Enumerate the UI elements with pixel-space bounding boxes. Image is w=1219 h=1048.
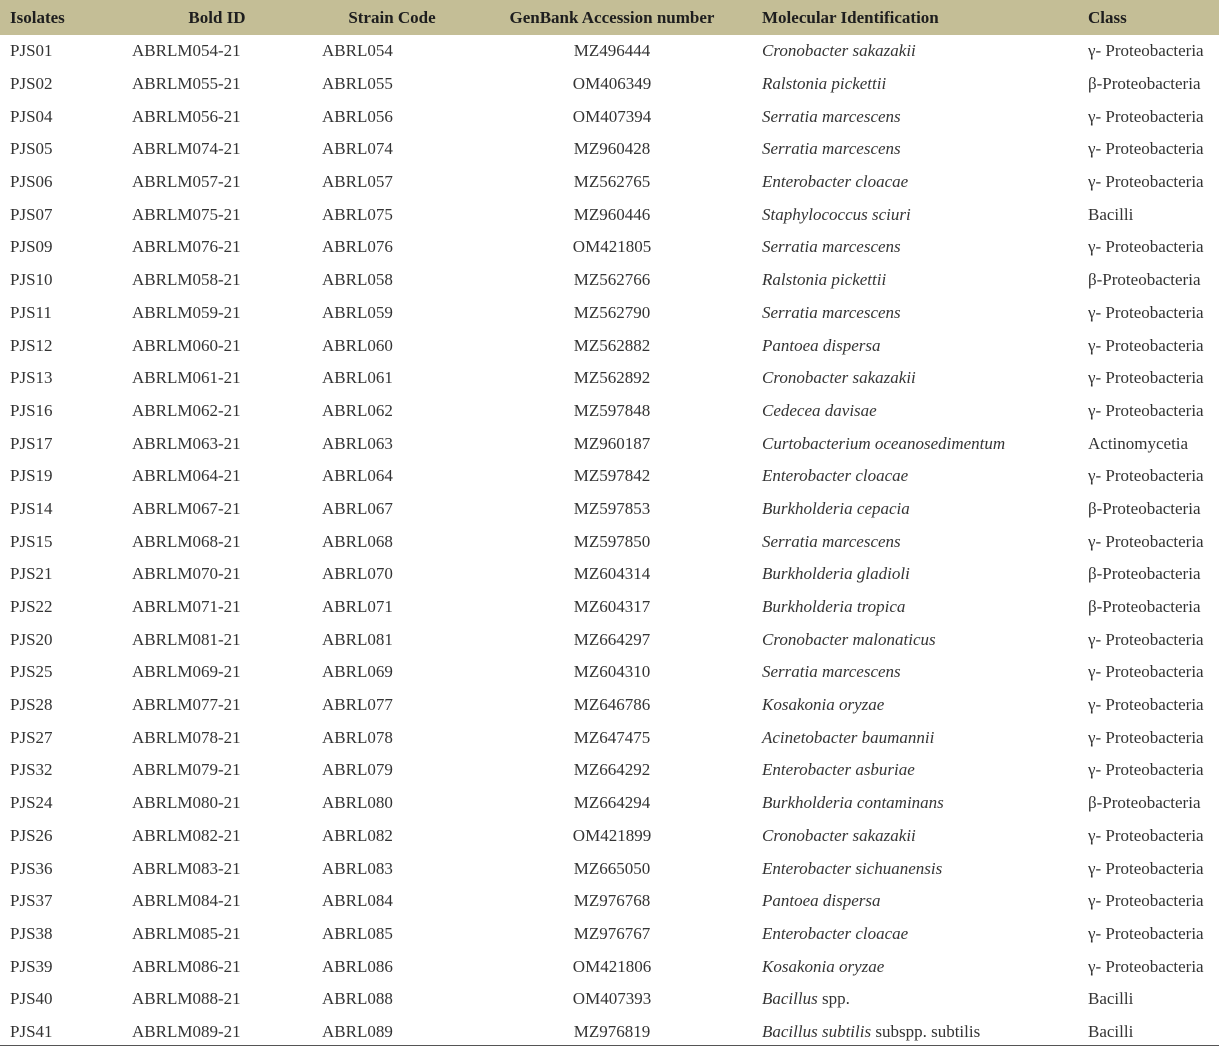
cell-bold-id: ABRLM056-21 (132, 106, 241, 126)
table-row (0, 950, 1219, 983)
cell-class: β-Proteobacteria (1088, 498, 1201, 518)
table-row (0, 133, 1219, 166)
cell-class: γ- Proteobacteria (1088, 629, 1204, 649)
table-row (0, 493, 1219, 526)
cell-bold-id: ABRLM080-21 (132, 793, 241, 813)
cell-molecular-identification (752, 787, 1078, 820)
cell-accession: MZ976819 (573, 1021, 651, 1041)
header-isolates: Isolates (10, 7, 65, 27)
table-row (0, 820, 1219, 853)
cell-class: γ- Proteobacteria (1088, 368, 1204, 388)
species-name: Curtobacterium oceanosedimentum (762, 433, 1006, 453)
cell-class: β-Proteobacteria (1088, 793, 1201, 813)
cell-class: Actinomycetia (1088, 433, 1189, 453)
species-name: Enterobacter sichuanensis (762, 858, 943, 878)
cell-strain-code: ABRL067 (322, 498, 393, 518)
species-name: Pantoea dispersa (762, 891, 881, 911)
cell-accession: OM421806 (572, 956, 652, 976)
species-name: Serratia marcescens (762, 106, 901, 126)
species-name: Enterobacter cloacae (762, 172, 909, 192)
table-row (0, 885, 1219, 918)
cell-isolate: PJS10 (10, 270, 53, 290)
cell-strain-code: ABRL083 (322, 858, 393, 878)
cell-class: γ- Proteobacteria (1088, 760, 1204, 780)
cell-class: γ- Proteobacteria (1088, 662, 1204, 682)
cell-molecular-identification (752, 100, 1078, 133)
cell-bold-id: ABRLM084-21 (132, 891, 241, 911)
cell-strain-code: ABRL056 (322, 106, 393, 126)
cell-strain-code: ABRL086 (322, 956, 393, 976)
cell-class: γ- Proteobacteria (1088, 956, 1204, 976)
cell-accession: MZ604317 (573, 597, 651, 617)
cell-isolate: PJS11 (10, 302, 52, 322)
table-row (0, 1016, 1219, 1048)
cell-strain-code: ABRL074 (322, 139, 393, 159)
species-name: Burkholderia cepacia (762, 498, 910, 518)
cell-molecular-identification (752, 558, 1078, 591)
cell-isolate: PJS04 (10, 106, 53, 126)
cell-isolate: PJS19 (10, 466, 53, 486)
header-bold-id: Bold ID (188, 7, 246, 27)
cell-class: β-Proteobacteria (1088, 597, 1201, 617)
cell-class: γ- Proteobacteria (1088, 891, 1204, 911)
cell-bold-id: ABRLM083-21 (132, 858, 241, 878)
cell-isolate: PJS27 (10, 727, 53, 747)
cell-isolate: PJS09 (10, 237, 53, 257)
cell-bold-id: ABRLM060-21 (132, 335, 241, 355)
cell-isolate: PJS13 (10, 368, 53, 388)
cell-molecular-identification (752, 918, 1078, 951)
cell-molecular-identification (752, 820, 1078, 853)
cell-accession: MZ562790 (573, 302, 651, 322)
cell-molecular-identification (752, 264, 1078, 297)
cell-bold-id: ABRLM062-21 (132, 400, 241, 420)
species-name: Burkholderia tropica (762, 597, 906, 617)
cell-class: γ- Proteobacteria (1088, 825, 1204, 845)
cell-isolate: PJS16 (10, 400, 53, 420)
cell-class: β-Proteobacteria (1088, 74, 1201, 94)
species-suffix: subspp. subtilis (871, 1021, 981, 1041)
cell-accession: MZ562765 (573, 172, 651, 192)
table-row (0, 231, 1219, 264)
table-row (0, 35, 1219, 68)
table-row (0, 395, 1219, 428)
species-name: Burkholderia gladioli (762, 564, 910, 584)
cell-accession: MZ664294 (573, 793, 651, 813)
species-name: Enterobacter cloacae (762, 466, 909, 486)
cell-isolate: PJS14 (10, 498, 53, 518)
cell-bold-id: ABRLM075-21 (132, 204, 241, 224)
cell-molecular-identification (752, 198, 1078, 231)
cell-bold-id: ABRLM088-21 (132, 989, 241, 1009)
cell-strain-code: ABRL082 (322, 825, 393, 845)
table-row (0, 689, 1219, 722)
cell-molecular-identification (752, 852, 1078, 885)
species-name: Burkholderia contaminans (762, 793, 944, 813)
table-row (0, 525, 1219, 558)
species-name: Cronobacter malonaticus (762, 629, 936, 649)
cell-strain-code: ABRL068 (322, 531, 393, 551)
cell-class: γ- Proteobacteria (1088, 302, 1204, 322)
cell-isolate: PJS40 (10, 989, 53, 1009)
cell-bold-id: ABRLM085-21 (132, 923, 241, 943)
species-name: Enterobacter asburiae (762, 760, 915, 780)
cell-molecular-identification (752, 721, 1078, 754)
table-row (0, 100, 1219, 133)
cell-class: γ- Proteobacteria (1088, 531, 1204, 551)
cell-isolate: PJS02 (10, 74, 53, 94)
cell-class: β-Proteobacteria (1088, 564, 1201, 584)
species-name: Kosakonia oryzae (762, 956, 885, 976)
cell-isolate: PJS39 (10, 956, 53, 976)
cell-bold-id: ABRLM057-21 (132, 172, 241, 192)
cell-strain-code: ABRL058 (322, 270, 393, 290)
cell-bold-id: ABRLM070-21 (132, 564, 241, 584)
cell-accession: MZ647475 (573, 727, 651, 747)
cell-bold-id: ABRLM055-21 (132, 74, 241, 94)
species-name: Cronobacter sakazakii (762, 368, 916, 388)
species-name: Serratia marcescens (762, 139, 901, 159)
cell-accession: MZ976768 (573, 891, 651, 911)
cell-isolate: PJS12 (10, 335, 53, 355)
species-name: Ralstonia pickettii (762, 74, 887, 94)
cell-bold-id: ABRLM071-21 (132, 597, 241, 617)
species-suffix: spp. (817, 989, 850, 1009)
cell-molecular-identification (752, 166, 1078, 199)
cell-accession: MZ597850 (573, 531, 651, 551)
cell-strain-code: ABRL057 (322, 172, 393, 192)
cell-isolate: PJS05 (10, 139, 53, 159)
cell-isolate: PJS01 (10, 41, 53, 61)
cell-molecular-identification (752, 656, 1078, 689)
cell-class: γ- Proteobacteria (1088, 172, 1204, 192)
species-name: Serratia marcescens (762, 237, 901, 257)
cell-accession: OM407393 (572, 989, 652, 1009)
cell-class: γ- Proteobacteria (1088, 923, 1204, 943)
table-row (0, 754, 1219, 787)
table-row (0, 166, 1219, 199)
cell-accession: MZ665050 (573, 858, 651, 878)
cell-molecular-identification (752, 427, 1078, 460)
cell-class: γ- Proteobacteria (1088, 335, 1204, 355)
cell-strain-code: ABRL062 (322, 400, 393, 420)
cell-bold-id: ABRLM063-21 (132, 433, 241, 453)
table-body (0, 35, 1219, 1048)
cell-accession: OM421899 (572, 825, 652, 845)
cell-isolate: PJS41 (10, 1021, 53, 1041)
species-name: Serratia marcescens (762, 531, 901, 551)
cell-accession: MZ960446 (573, 204, 651, 224)
cell-class: γ- Proteobacteria (1088, 41, 1204, 61)
cell-isolate: PJS24 (10, 793, 53, 813)
cell-class: γ- Proteobacteria (1088, 727, 1204, 747)
cell-molecular-identification (752, 623, 1078, 656)
table-bottom-rule (0, 1045, 1219, 1046)
cell-isolate: PJS25 (10, 662, 53, 682)
cell-bold-id: ABRLM081-21 (132, 629, 241, 649)
cell-bold-id: ABRLM077-21 (132, 695, 241, 715)
cell-accession: MZ960187 (573, 433, 651, 453)
cell-isolate: PJS32 (10, 760, 53, 780)
cell-class: γ- Proteobacteria (1088, 466, 1204, 486)
header-molecular-identification: Molecular Identification (762, 7, 939, 27)
cell-strain-code: ABRL055 (322, 74, 393, 94)
table-row (0, 983, 1219, 1016)
cell-strain-code: ABRL078 (322, 727, 393, 747)
cell-class: γ- Proteobacteria (1088, 858, 1204, 878)
cell-accession: OM406349 (572, 74, 652, 94)
species-name: Bacillus (762, 989, 818, 1009)
cell-strain-code: ABRL063 (322, 433, 393, 453)
cell-bold-id: ABRLM069-21 (132, 662, 241, 682)
table-row (0, 656, 1219, 689)
cell-accession: MZ562766 (573, 270, 651, 290)
cell-accession: MZ597848 (573, 400, 651, 420)
cell-molecular-identification (752, 983, 1078, 1016)
cell-isolate: PJS36 (10, 858, 53, 878)
cell-class: Bacilli (1088, 989, 1134, 1009)
species-name: Ralstonia pickettii (762, 270, 887, 290)
cell-class: γ- Proteobacteria (1088, 106, 1204, 126)
cell-strain-code: ABRL064 (322, 466, 393, 486)
cell-isolate: PJS17 (10, 433, 53, 453)
cell-molecular-identification (752, 754, 1078, 787)
cell-accession: MZ562882 (573, 335, 651, 355)
cell-bold-id: ABRLM061-21 (132, 368, 241, 388)
cell-bold-id: ABRLM086-21 (132, 956, 241, 976)
cell-isolate: PJS28 (10, 695, 53, 715)
cell-molecular-identification (752, 525, 1078, 558)
species-name: Cedecea davisae (762, 400, 877, 420)
cell-molecular-identification (752, 493, 1078, 526)
cell-molecular-identification (752, 591, 1078, 624)
species-name: Pantoea dispersa (762, 335, 881, 355)
cell-accession: MZ604314 (573, 564, 651, 584)
cell-molecular-identification (752, 1016, 1078, 1048)
cell-isolate: PJS38 (10, 923, 53, 943)
header-strain-code: Strain Code (348, 7, 436, 27)
cell-bold-id: ABRLM082-21 (132, 825, 241, 845)
cell-accession: MZ604310 (573, 662, 651, 682)
cell-class: Bacilli (1088, 1021, 1134, 1041)
table-row (0, 297, 1219, 330)
cell-strain-code: ABRL079 (322, 760, 393, 780)
cell-molecular-identification (752, 231, 1078, 264)
cell-isolate: PJS26 (10, 825, 53, 845)
cell-bold-id: ABRLM064-21 (132, 466, 241, 486)
species-name: Cronobacter sakazakii (762, 41, 916, 61)
cell-bold-id: ABRLM058-21 (132, 270, 241, 290)
cell-isolate: PJS15 (10, 531, 53, 551)
cell-molecular-identification (752, 460, 1078, 493)
table-row (0, 427, 1219, 460)
cell-strain-code: ABRL077 (322, 695, 393, 715)
cell-accession: MZ562892 (573, 368, 651, 388)
cell-accession: MZ976767 (573, 923, 651, 943)
species-name: Bacillus subtilis (762, 1021, 872, 1041)
species-name: Acinetobacter baumannii (762, 727, 935, 747)
cell-strain-code: ABRL088 (322, 989, 393, 1009)
cell-class: Bacilli (1088, 204, 1134, 224)
cell-isolate: PJS07 (10, 204, 53, 224)
cell-bold-id: ABRLM089-21 (132, 1021, 241, 1041)
cell-molecular-identification (752, 35, 1078, 68)
table-row (0, 198, 1219, 231)
table-row (0, 264, 1219, 297)
cell-class: γ- Proteobacteria (1088, 237, 1204, 257)
species-name: Kosakonia oryzae (762, 695, 885, 715)
cell-strain-code: ABRL070 (322, 564, 393, 584)
cell-accession: MZ664292 (573, 760, 651, 780)
cell-class: β-Proteobacteria (1088, 270, 1201, 290)
cell-strain-code: ABRL075 (322, 204, 393, 224)
cell-accession: OM421805 (572, 237, 652, 257)
cell-molecular-identification (752, 689, 1078, 722)
cell-strain-code: ABRL069 (322, 662, 393, 682)
cell-strain-code: ABRL084 (322, 891, 393, 911)
cell-bold-id: ABRLM074-21 (132, 139, 241, 159)
cell-molecular-identification (752, 362, 1078, 395)
cell-molecular-identification (752, 885, 1078, 918)
table-row (0, 918, 1219, 951)
cell-molecular-identification (752, 133, 1078, 166)
cell-accession: OM407394 (572, 106, 652, 126)
cell-accession: MZ496444 (573, 41, 651, 61)
table-row (0, 329, 1219, 362)
cell-molecular-identification (752, 297, 1078, 330)
cell-strain-code: ABRL061 (322, 368, 393, 388)
cell-strain-code: ABRL081 (322, 629, 393, 649)
cell-class: γ- Proteobacteria (1088, 695, 1204, 715)
cell-accession: MZ597853 (573, 498, 651, 518)
cell-strain-code: ABRL085 (322, 923, 393, 943)
species-name: Cronobacter sakazakii (762, 825, 916, 845)
cell-accession: MZ646786 (573, 695, 651, 715)
table-row (0, 623, 1219, 656)
species-name: Serratia marcescens (762, 662, 901, 682)
cell-accession: MZ597842 (573, 466, 651, 486)
cell-strain-code: ABRL089 (322, 1021, 393, 1041)
cell-bold-id: ABRLM054-21 (132, 41, 241, 61)
cell-strain-code: ABRL060 (322, 335, 393, 355)
cell-strain-code: ABRL071 (322, 597, 393, 617)
header-genbank-accession: GenBank Accession number (509, 7, 715, 27)
cell-molecular-identification (752, 950, 1078, 983)
header-class: Class (1088, 7, 1127, 27)
cell-molecular-identification (752, 329, 1078, 362)
cell-isolate: PJS22 (10, 597, 53, 617)
cell-molecular-identification (752, 395, 1078, 428)
cell-bold-id: ABRLM079-21 (132, 760, 241, 780)
cell-strain-code: ABRL054 (322, 41, 393, 61)
species-name: Staphylococcus sciuri (762, 204, 911, 224)
cell-isolate: PJS37 (10, 891, 53, 911)
table-row (0, 558, 1219, 591)
table-row (0, 787, 1219, 820)
table-header (0, 0, 1219, 35)
table-row (0, 852, 1219, 885)
cell-bold-id: ABRLM059-21 (132, 302, 241, 322)
cell-class: γ- Proteobacteria (1088, 139, 1204, 159)
cell-isolate: PJS21 (10, 564, 53, 584)
cell-bold-id: ABRLM068-21 (132, 531, 241, 551)
cell-strain-code: ABRL076 (322, 237, 393, 257)
table-row (0, 591, 1219, 624)
table-row (0, 721, 1219, 754)
table-row (0, 460, 1219, 493)
cell-class: γ- Proteobacteria (1088, 400, 1204, 420)
cell-accession: MZ960428 (573, 139, 651, 159)
species-name: Enterobacter cloacae (762, 923, 909, 943)
table-row (0, 68, 1219, 101)
cell-bold-id: ABRLM067-21 (132, 498, 241, 518)
species-name: Serratia marcescens (762, 302, 901, 322)
cell-strain-code: ABRL059 (322, 302, 393, 322)
cell-isolate: PJS20 (10, 629, 53, 649)
cell-accession: MZ664297 (573, 629, 651, 649)
cell-molecular-identification (752, 68, 1078, 101)
table-row (0, 362, 1219, 395)
cell-strain-code: ABRL080 (322, 793, 393, 813)
cell-isolate: PJS06 (10, 172, 53, 192)
cell-bold-id: ABRLM078-21 (132, 727, 241, 747)
header-row (0, 0, 1219, 35)
cell-bold-id: ABRLM076-21 (132, 237, 241, 257)
